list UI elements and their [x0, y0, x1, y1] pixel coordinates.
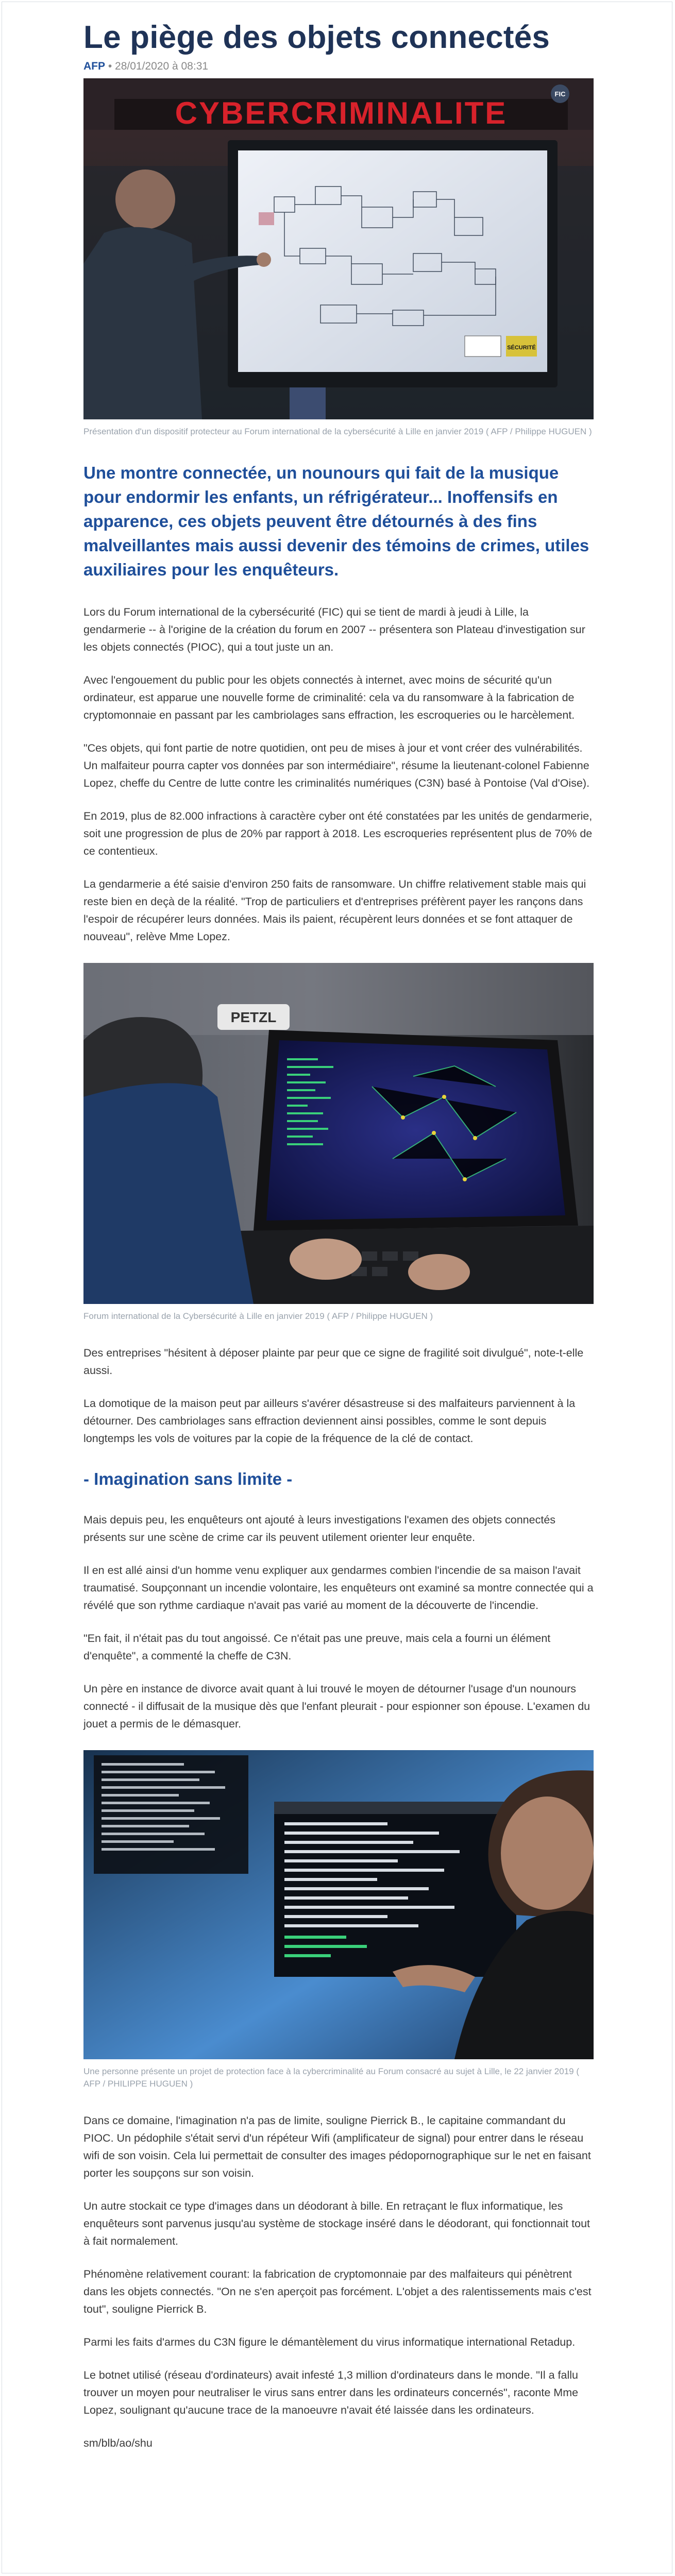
article-signature: sm/blb/ao/shu — [83, 2437, 153, 2449]
paragraph: Avec l'engouement du public pour les objets connectés à internet, avec moins de sécurité qu'un ordinateur, est apparue une nouvelle forme de criminalité: cela va du ransomware à la fabrication de cryptomonnaie en passant par les cambriolages sans effraction, les escroqueries ou le harcèlement. — [83, 674, 575, 721]
paragraph: Mais depuis peu, les enquêteurs ont ajouté à leurs investigations l'examen des objets connectés présents sur une scène de crime car ils peuvent utilement orienter leur enquête. — [83, 1514, 556, 1544]
byline-separator: • — [108, 60, 112, 72]
photo-laptop-forum — [83, 963, 594, 1304]
article — [83, 18, 594, 2452]
paragraph: Un père en instance de divorce avait quant à lui trouvé le moyen de détourner l'usage d'un nounours connecté - il diffusait de la musique dès que l'enfant pleurait - pour espionner son épouse. L'examen du jouet a permis de le démasquer. — [83, 1683, 590, 1730]
screen-label: SÉCURITÉ — [507, 345, 536, 351]
paragraph: Lors du Forum international de la cybersécurité (FIC) qui se tient de mardi à jeudi à Lille, la gendarmerie -- à l'origine de la création du forum en 2007 -- présentera son Plateau d'investigation sur les objets connectés (PIOC), qui a tout juste un an. — [83, 606, 585, 653]
figure-1-caption: Présentation d'un dispositif protecteur au Forum international de la cybersécurité à Lille en janvier 2019 ( AFP / Philippe HUGUEN ) — [83, 427, 592, 436]
fic-badge: FIC — [554, 90, 566, 98]
section-subheading: - Imagination sans limite - — [83, 1469, 293, 1488]
paragraph: Phénomène relativement courant: la fabrication de cryptomonnaie par des malfaiteurs qui pénètrent dans les objets connectés. "On ne s'en aperçoit pas forcément. L'objet a des ralentissements mais c'est tout", souligne Pierrick B. — [83, 2268, 592, 2315]
paragraph: Un autre stockait ce type d'images dans un déodorant à bille. En retraçant le flux informatique, les enquêteurs sont parvenus jusqu'au système de stockage inséré dans le déodorant, qui fonctionnait tout à fait normalement. — [83, 2200, 590, 2247]
byline-date: 28/01/2020 à 08:31 — [115, 60, 209, 72]
byline — [83, 60, 594, 73]
sticker-text: PETZL — [230, 1009, 277, 1025]
paragraph: En 2019, plus de 82.000 infractions à caractère cyber ont été constatées par les unités de gendarmerie, soit une progression de plus de 20% par rapport à 2018. Les escroqueries représentent plus de 70% de ce contentieux. — [83, 810, 593, 857]
banner-text: CYBERCRIMINALITE — [175, 96, 508, 130]
paragraph: La domotique de la maison peut par ailleurs s'avérer désastreuse si des malfaiteurs parviennent à la détourner. Des cambriolages sans effraction deviennent ainsi possibles, comme le sont depuis longtemps les vols de voitures par la copie de la fréquence de la clé de contact. — [83, 1397, 576, 1445]
paragraph: La gendarmerie a été saisie d'environ 250 faits de ransomware. Un chiffre relativement stable mais qui reste bien en deçà de la réalité. "Trop de particuliers et d'entreprises préfèrent payer les rançons dans l'espoir de récupérer leurs données. Mais ils paient, récupèrent leurs données et se font attaquer de nouveau", relève Mme Lopez. — [83, 878, 586, 943]
figure-2-caption: Forum international de la Cybersécurité à Lille en janvier 2019 ( AFP / Philippe HUGUEN ) — [83, 1311, 433, 1321]
paragraph: Dans ce domaine, l'imagination n'a pas de limite, souligne Pierrick B., le capitaine commandant du PIOC. Un pédophile s'était servi d'un répéteur Wifi (amplificateur de signal) pour entrer dans le réseau wifi de son voisin. Cela lui permettait de consulter des images pédopornographique sur le net en faisant porter les soupçons sur son voisin. — [83, 2114, 591, 2179]
figure-3-caption: Une personne présente un projet de protection face à la cybercriminalité au Forum consacré au sujet à Lille, le 22 janvier 2019 ( AFP / PHILIPPE HUGUEN ) — [83, 2066, 579, 2089]
photo-laptop-illustration — [83, 963, 594, 1304]
photo-cybercriminalite-illustration — [83, 78, 594, 419]
paragraph: Des entreprises "hésitent à déposer plainte par peur que ce signe de fragilité soit divulgué", note-t-elle aussi. — [83, 1347, 584, 1377]
figure-3 — [83, 1750, 594, 2090]
photo-terminal-presentation — [83, 1750, 594, 2059]
article-title: Le piège des objets connectés — [83, 20, 550, 55]
photo-terminal-illustration — [83, 1750, 594, 2059]
figure-2 — [83, 963, 594, 1323]
figure-1 — [83, 78, 594, 438]
paragraph: Parmi les faits d'armes du C3N figure le démantèlement du virus informatique international Retadup. — [83, 2336, 576, 2348]
article-lead: Une montre connectée, un nounours qui fait de la musique pour endormir les enfants, un réfrigérateur... Inoffensifs en apparence, ces objets peuvent être détournés à des fins malveillantes mais aussi devenir des témoins de crimes, utiles auxiliaires pour les enquêteurs. — [83, 463, 589, 579]
paragraph: "En fait, il n'était pas du tout angoissé. Ce n'était pas une preuve, mais cela a fourni un élément d'enquête", a commenté la cheffe de C3N. — [83, 1632, 551, 1662]
paragraph: "Ces objets, qui font partie de notre quotidien, ont peu de mises à jour et vont créer des vulnérabilités. Un malfaiteur pourra capter vos données par son intermédiaire", résume la lieutenant-colonel Fabienne Lopez, cheffe du Centre de lutte contre les criminalités numériques (C3N) basé à Pontoise (Val d'Oise). — [83, 742, 590, 789]
photo-cybercriminalite — [83, 78, 594, 419]
byline-source[interactable]: AFP — [83, 60, 105, 72]
paragraph: Le botnet utilisé (réseau d'ordinateurs) avait infesté 1,3 million d'ordinateurs dans le monde. "Il a fallu trouver un moyen pour neutraliser le virus sans entrer dans les ordinateurs concernés", raconte Mme Lopez, soulignant qu'aucune trace de la manoeuvre n'avait été laissée dans les ordinateurs. — [83, 2369, 579, 2416]
paragraph: Il en est allé ainsi d'un homme venu expliquer aux gendarmes combien l'incendie de sa maison l'avait traumatisé. Soupçonnant un incendie volontaire, les enquêteurs ont examiné sa montre connectée qui a révélé que son rythme cardiaque n'avait pas varié au moment de la découverte de l'incendie. — [83, 1564, 594, 1612]
